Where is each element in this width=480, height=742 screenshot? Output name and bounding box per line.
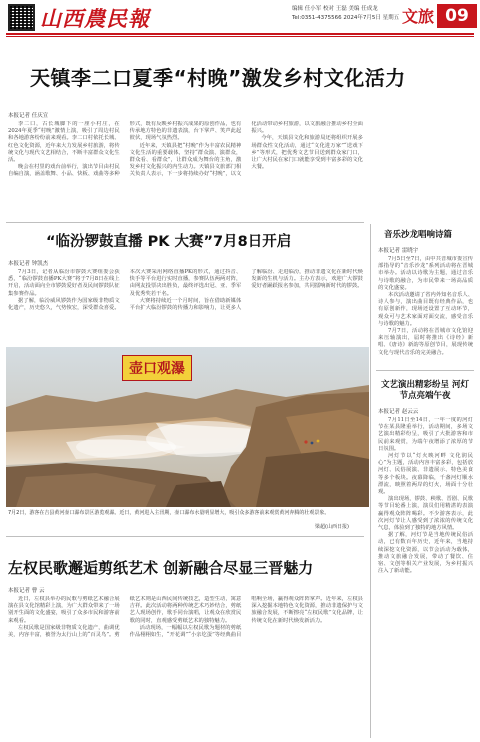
right-paragraph-2: 7月11日至14日，一年一度的河灯节在某县隆重举行，活动期间，多场文艺演出精彩纷呈，吸引了大批游客和市民前来观赏，为端午夜增添了浓厚的节日氛围。 <box>378 417 473 452</box>
right-paragraph-2: 据了解，河灯节是当地传统民俗活动，已有数百年历史，近年来，当地持续深挖文化资源，以节会活动为载体，推动文旅融合发展，带动了餐饮、住宿、文创等相关产业发展，为乡村振兴注入了新动能。 <box>378 532 473 575</box>
contact-date-line: Tel:0351-4375566 2024年7月5日 星期五 <box>292 15 400 21</box>
second-paragraph: 大赛将持续近一个月时间，旨在借助新媒体平台扩大临汾锣鼓的传播力和影响力，让更多人了解临汾、走进临汾，推动非遗文化在新时代焕发新的生机与活力。主办方表示，欢迎广大锣鼓爱好者踊跃报名参加，共同擂响新时代的锣鼓。 <box>129 269 363 312</box>
lead-paragraph: 今年，天镇县文化和旅游局还将组织开展多场群众性文化活动，通过“文化进万家”“送戏下乡”等形式，把优秀文艺节目送到群众家门口，让广大村民在家门口就能享受到丰富多彩的文化大餐。 <box>251 135 363 171</box>
lead-headline: 天镇李二口夏季“村晚”激发乡村文化活力 <box>30 66 406 90</box>
right-paragraph-1: 7月5日至7日，由中共晋城市委宣传部指导的“音乐沙龙”系列活动将在晋城市举办。活动以诗歌为主题，通过音乐与诗歌的融合，为市民带来一场高品质的文化盛宴。 <box>378 256 473 291</box>
separator <box>376 370 474 371</box>
third-body <box>8 596 363 736</box>
right-paragraph-2: 河灯节以“灯火映河畔 文化润民心”为主题，活动内容丰富多彩，包括放河灯、民俗展演、非遗展示、特色美食等多个板块。夜幕降临，千盏河灯顺水漂流，映照着两岸的灯火，场面十分壮观。 <box>378 453 473 496</box>
lead-paragraph: 晚会在村里的戏台前举行，演出节目由村民自编自演，涵盖歌舞、小品、快板、戏曲等多种形式，既有反映乡村振兴成果的原创作品，也有传承地方特色的非遗表演，台下掌声、笑声此起彼伏，现场气氛热烈。 <box>8 121 242 178</box>
column-separator <box>370 224 371 738</box>
lead-byline: 本报记者 任庆宣 <box>8 113 49 119</box>
right-headline-1: 音乐沙龙唱响诗篇 <box>384 230 453 240</box>
right-byline-2: 本报记者 赵云云 <box>378 409 419 415</box>
third-paragraph: 左权民歌是国家级非物质文化遗产，曲调优美，内容丰富，被誉为太行山上的“百灵鸟”。剪纸艺术则是山西民间传统技艺，造型生动，寓意吉祥。此次活动将两种传统艺术巧妙结合，剪纸艺人现场创作，歌手同台演唱，让观众在欣赏民歌的同时，直观感受剪纸艺术的独特魅力。 <box>8 596 242 639</box>
right-byline-1: 本报记者 雷晓宇 <box>378 248 419 254</box>
lead-paragraph: 近年来，天镇县把“村晚”作为丰富农民精神文化生活的重要载体，坚持“群众演、演群众，群众看、看群众”，让群众成为舞台的主角，激发乡村文化振兴的内生动力。天镇县文旅部门相关负责人表示，下一步将持续办好“村晚”，以文化活动带动乡村旅游，以文旅融合推动乡村全面振兴。 <box>129 121 363 178</box>
right-paragraph-1: 7月7日，活动将在晋城市文化馆迎来压轴演出，届时将推出《诗经》新唱、《唐诗》新韵等原创节目，展现传统文化与现代音乐的完美融合。 <box>378 328 473 356</box>
second-paragraph: 据了解，临汾威风锣鼓作为国家级非物质文化遗产，历史悠久，气势恢宏，深受群众喜爱。本次大赛采用网络直播PK的形式，通过抖音、快手等平台进行实时直播，参赛队伍两两对阵，由网友投票决出胜负，最终评选出冠、亚、季军及优秀奖若干名。 <box>8 269 242 312</box>
masthead-rule-thin <box>6 36 474 37</box>
lead-paragraph: 李二口，古长城脚下的一座小村庄，在2024年夏季“村晚”激情上演，吸引了周边村民和各地游客纷纷前来观看。李二口村依托长城、红色文化资源，近年来大力发展乡村旅游，将传统文化与现代文艺相结合，不断丰富群众文化生活。 <box>8 121 120 164</box>
qr-code-icon <box>8 4 35 31</box>
second-paragraph: 7月3日，记者从临汾市锣鼓大赛组委会获悉，“临汾锣鼓直播PK大赛”将于7月8日在线上开启，活动面向全市锣鼓爱好者及民间锣鼓队征集参赛作品。 <box>8 269 120 297</box>
page-number: 09 <box>437 4 477 28</box>
photo-tag: 壶口观瀑 <box>122 355 192 381</box>
right-body-1 <box>378 256 473 364</box>
lead-body <box>8 121 363 216</box>
separator <box>6 222 364 223</box>
right-paragraph-2: 演出现场，锣鼓、秧歌、晋剧、民歌等节目轮番上演，演员们用精湛的表演赢得观众阵阵喝彩。不少游客表示，此次河灯节让人感受到了浓浓的传统文化气息，体验到了独特的地方风情。 <box>378 496 473 532</box>
second-body <box>8 269 363 340</box>
photo-caption: 7月2日，游客在吉县黄河壶口瀑布景区游览观瀑。近日，黄河进入主汛期，壶口瀑布水量明显增大，吸引众多游客前来观赏黄河奔腾的壮观景象。 <box>8 510 330 516</box>
editor-line: 编辑 任小军 校对 王磊 美编 任成龙 <box>292 6 378 12</box>
section-title: 文旅 <box>402 7 435 26</box>
third-paragraph: 活动现场，一幅幅以左权民歌为题材的剪纸作品栩栩如生，“开花调”“小亲圪蛋”等经典曲目唱响全场，赢得观众阵阵掌声。近年来，左权县深入挖掘本地特色文化资源，推动非遗保护与文旅融合发展，不断擦亮“左权民歌”文化品牌，让传统文化在新时代焕发新活力。 <box>129 596 363 639</box>
masthead-rule <box>6 33 474 35</box>
masthead <box>0 0 480 36</box>
right-paragraph-1: 本次活动邀请了省内外知名音乐人、诗人参与，演出曲目既有经典作品，也有原创新作，现场还设置了互动环节，观众可与艺术家面对面交流，感受音乐与诗歌的魅力。 <box>378 292 473 327</box>
newspaper-logo: 山西農民報 <box>40 6 150 31</box>
right-body-2 <box>378 417 473 737</box>
third-paragraph: 近日，左权县举办的民歌与剪纸艺术融合展演在县文化馆精彩上演，为广大群众带来了一场别开生面的文化盛宴，吸引了众多市民和游客前来观看。 <box>8 596 120 624</box>
second-headline: “临汾锣鼓直播 PK 大赛”7月8日开启 <box>46 234 292 250</box>
photo-credit: 梁超(山西日报) <box>315 524 349 530</box>
separator <box>6 536 364 537</box>
third-headline: 左权民歌邂逅剪纸艺术 创新融合尽显三晋魅力 <box>8 559 314 577</box>
masthead-info <box>292 5 412 23</box>
third-byline: 本报记者 曹 云 <box>8 588 45 594</box>
right-headline-2: 文艺演出精彩纷呈 河灯节点亮端午夜 <box>381 380 469 401</box>
second-byline: 本报记者 钟凯杰 <box>8 261 49 267</box>
